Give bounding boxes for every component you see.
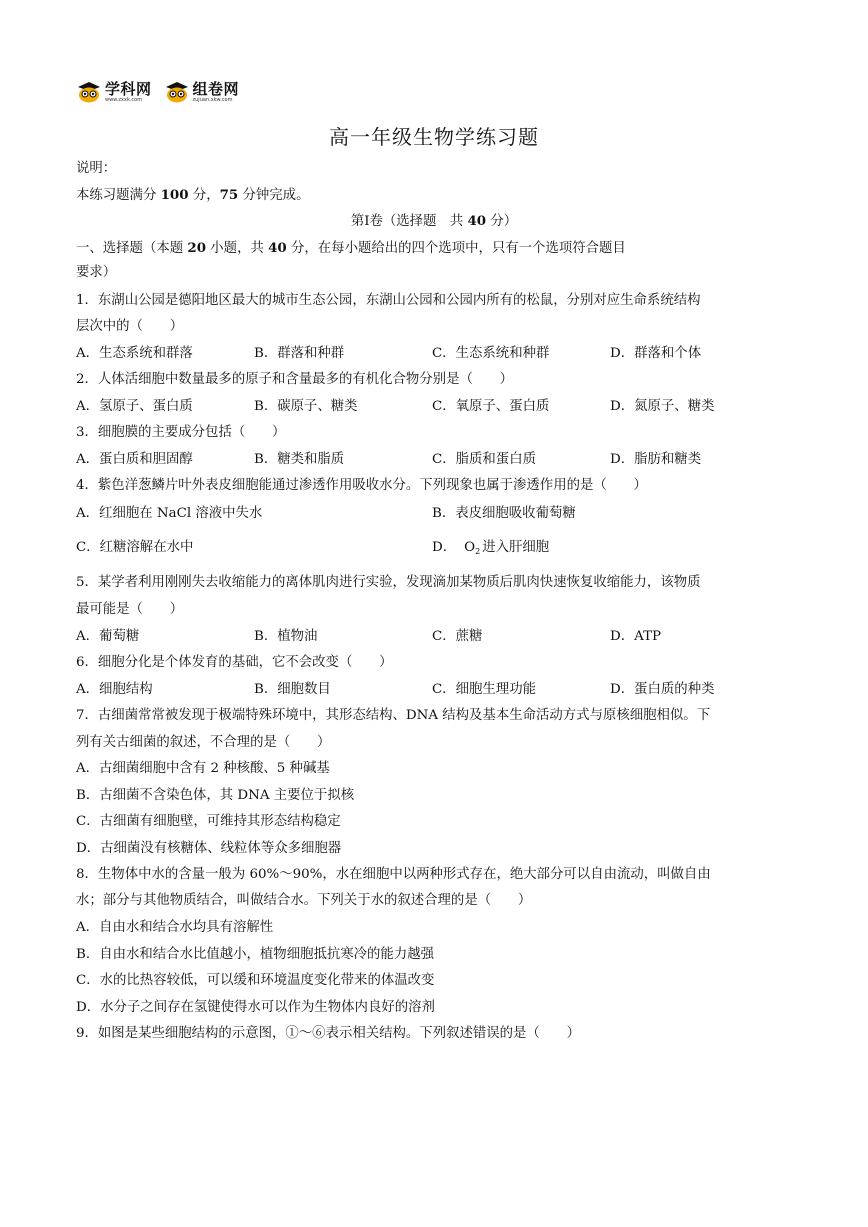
option-a: A．古细菌细胞中含有 2 种核酸、5 种碱基 — [76, 761, 330, 776]
option-b: B．表皮细胞吸收葡萄糖 — [432, 506, 576, 521]
part-heading: 一、选择题（本题 20 小题，共 40 分，在每小题给出的四个选项中，只有一个选项符合题目 — [76, 240, 626, 256]
option-b: B．碳原子、糖类 — [254, 399, 358, 414]
option-a: A．自由水和结合水均具有溶解性 — [76, 920, 274, 935]
option-a: A．红细胞在 NaCl 溶液中失水 — [76, 506, 263, 521]
option-d: D． $O_2$ 进入肝细胞 — [432, 540, 550, 556]
option-d: D．古细菌没有核糖体、线粒体等众多细胞器 — [76, 841, 342, 856]
question-1-text: 1．东湖山公园是德阳地区最大的城市生态公园，东湖山公园和公园内所有的松鼠，分别对应生命系统结构 — [76, 293, 701, 308]
question-9-text: 9．如图是某些细胞结构的示意图，①～⑥表示相关结构。下列叙述错误的是（ ） — [76, 1026, 580, 1041]
option-b: B．群落和种群 — [254, 346, 345, 361]
formula-rest: 进入肝细胞 — [482, 540, 550, 555]
option-c: C．氧原子、蛋白质 — [432, 399, 550, 414]
question-7-text: 7．古细菌常常被发现于极端特殊环境中，其形态结构、DNA 结构及基本生命活动方式与原核细胞相似。下 — [76, 708, 711, 723]
option-a: A．氢原子、蛋白质 — [76, 399, 193, 414]
question-6-text: 6．细胞分化是个体发育的基础，它不会改变（ ） — [76, 655, 393, 670]
zxxk-logo — [76, 81, 152, 103]
option-a: A．蛋白质和胆固醇 — [76, 452, 193, 467]
option-c: C．红糖溶解在水中 — [76, 540, 194, 555]
part-heading-cont: 要求） — [76, 265, 117, 280]
option-d: D．脂肪和糖类 — [610, 452, 702, 467]
option-a: A．生态系统和群落 — [76, 346, 193, 361]
option-c: C．古细菌有细胞壁，可维持其形态结构稳定 — [76, 814, 341, 829]
question-7-text-cont: 列有关古细菌的叙述，不合理的是（ ） — [76, 735, 331, 750]
option-b: B．自由水和结合水比值越小，植物细胞抵抗寒冷的能力越强 — [76, 947, 434, 962]
option-b: B．植物油 — [254, 629, 318, 644]
question-8-text: 8．生物体中水的含量一般为 60%～90%，水在细胞中以两种形式存在，绝大部分可以自由流动，叫做自由 — [76, 867, 711, 882]
question-5-text-cont: 最可能是（ ） — [76, 602, 184, 617]
formula-subscript: 2 — [475, 547, 481, 556]
note-label: 说明： — [76, 161, 117, 176]
zujuan-logo — [164, 81, 240, 103]
formula-base: O — [464, 540, 476, 555]
logo-bar — [76, 81, 239, 103]
question-3-text: 3．细胞膜的主要成分包括（ ） — [76, 425, 286, 440]
option-c: C．生态系统和种群 — [432, 346, 550, 361]
option-b: B．细胞数目 — [254, 682, 331, 697]
logo-url: www.zxxk.com — [105, 96, 143, 103]
option-a: A．葡萄糖 — [76, 629, 140, 644]
option-c: C．细胞生理功能 — [432, 682, 536, 697]
option-d: D．蛋白质的种类 — [610, 682, 715, 697]
option-c: C．蔗糖 — [432, 629, 483, 644]
option-c: C．水的比热容较低，可以缓和环境温度变化带来的体温改变 — [76, 973, 435, 988]
question-4-text: 4．紫色洋葱鳞片叶外表皮细胞能通过渗透作用吸收水分。下列现象也属于渗透作用的是（ ） — [76, 478, 647, 493]
logo-url: zujuan.xkw.com — [192, 96, 233, 103]
note-text: 本练习题满分 100 分，75 分钟完成。 — [76, 187, 310, 203]
question-5-text: 5．某学者利用刚刚失去收缩能力的离体肌肉进行实验，发现滴加某物质后肌肉快速恢复收缩能力，该物质 — [76, 575, 701, 590]
question-1-text-cont: 层次中的（ ） — [76, 319, 184, 334]
option-b: B．古细菌不含染色体，其 DNA 主要位于拟核 — [76, 788, 355, 803]
option-b: B．糖类和脂质 — [254, 452, 345, 467]
option-d: D．群落和个体 — [610, 346, 702, 361]
owl-icon — [164, 81, 190, 103]
option-d: D．水分子之间存在氢键使得水可以作为生物体内良好的溶剂 — [76, 1000, 435, 1015]
question-2-text: 2．人体活细胞中数量最多的原子和含量最多的有机化合物分别是（ ） — [76, 372, 514, 387]
option-c: C．脂质和蛋白质 — [432, 452, 536, 467]
page-title: 高一年级生物学练习题 — [329, 125, 539, 149]
option-d: D．氮原子、糖类 — [610, 399, 715, 414]
section-heading: 第Ⅰ卷（选择题 共 40 分） — [350, 213, 518, 229]
option-d: D．ATP — [610, 629, 662, 644]
question-8-text-cont: 水；部分与其他物质结合，叫做结合水。下列关于水的叙述合理的是（ ） — [76, 893, 532, 908]
owl-icon — [76, 81, 102, 103]
option-a: A．细胞结构 — [76, 682, 153, 697]
logo-name: 组卷网 — [192, 79, 240, 98]
logo-name: 学科网 — [105, 79, 152, 98]
